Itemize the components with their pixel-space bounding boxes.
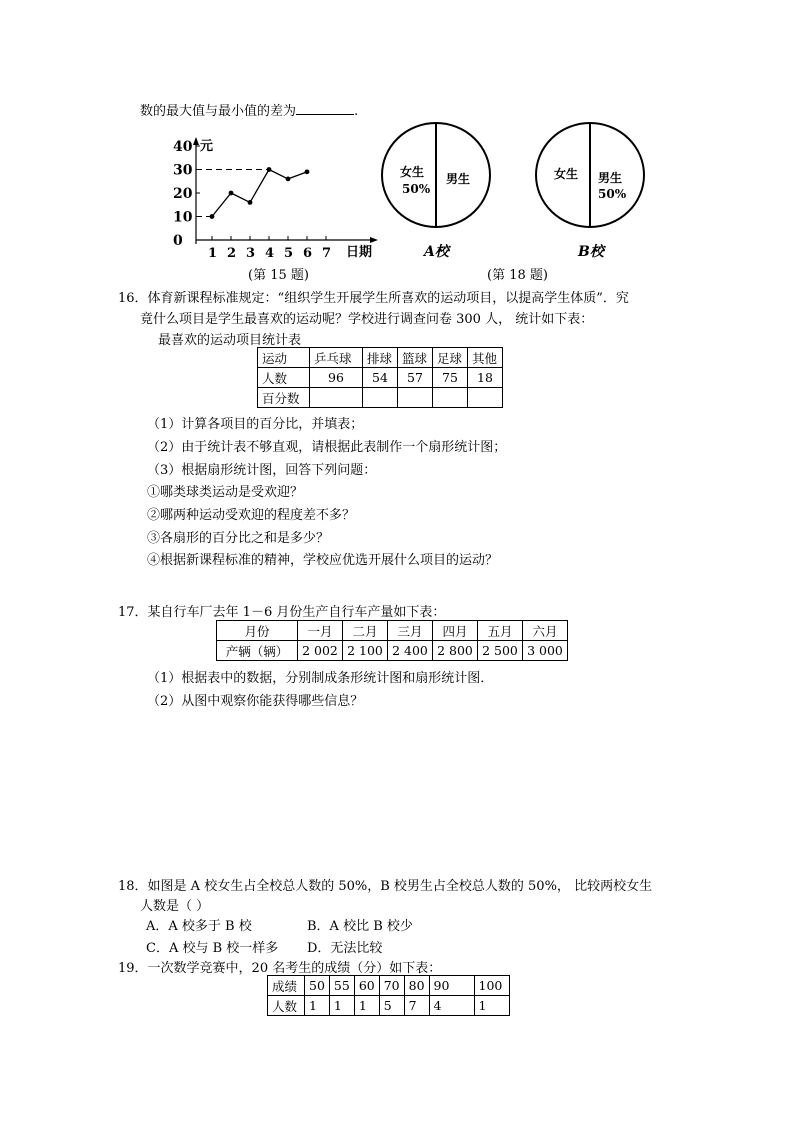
table-cell: 月份 xyxy=(217,621,298,641)
answer-blank xyxy=(296,102,354,115)
data-point xyxy=(229,191,234,196)
q17-table xyxy=(216,620,568,661)
x-tick-label: 6 xyxy=(303,246,313,260)
pie-b-school-label: B校 xyxy=(578,244,604,260)
table-cell: 运动 xyxy=(258,348,310,368)
q16-item-1: （1）计算各项目的百分比，并填表； xyxy=(147,417,364,432)
table-cell: 50 xyxy=(305,976,330,996)
x-tick-label: 5 xyxy=(284,246,294,260)
table-cell: 80 xyxy=(404,976,429,996)
table-row xyxy=(217,641,568,661)
q16-table xyxy=(257,347,503,408)
table-cell: 六月 xyxy=(523,621,568,641)
table-cell: 排球 xyxy=(363,348,398,368)
q17-line1: 17．某自行车厂去年 1－6 月份生产自行车产量如下表： xyxy=(118,605,446,620)
table-cell: 人数 xyxy=(268,996,305,1016)
q15-line-chart xyxy=(168,135,388,260)
q16-item-3: （3）根据扇形统计图，回答下列问题： xyxy=(147,463,377,478)
table-row xyxy=(268,976,510,996)
pie-a-male-label: 男生 xyxy=(446,172,471,186)
x-tick-label: 7 xyxy=(322,246,332,260)
table-cell: 2 400 xyxy=(388,641,433,661)
table-row xyxy=(258,368,503,388)
table-cell: 1 xyxy=(354,996,379,1016)
x-tick-label: 2 xyxy=(227,246,237,260)
q16-sub-3: ③各扇形的百分比之和是多少？ xyxy=(147,531,330,546)
q15-caption: (第 15 题) xyxy=(248,268,309,283)
table-cell xyxy=(363,388,398,408)
pie-a xyxy=(378,120,498,235)
y-axis-label: 元 xyxy=(200,139,214,154)
pie-b xyxy=(532,120,652,235)
y-tick-label: 20 xyxy=(173,186,193,202)
pie-a-school-label: A校 xyxy=(424,244,449,260)
table-cell: 产辆（辆） xyxy=(217,641,298,661)
q18-option-b: B．A 校比 B 校少 xyxy=(307,919,413,934)
table-row xyxy=(268,996,510,1016)
y-tick-label: 40 xyxy=(173,139,193,155)
table-cell: 75 xyxy=(433,368,468,388)
table-cell xyxy=(310,388,363,408)
table-cell: 57 xyxy=(398,368,433,388)
table-cell xyxy=(468,388,503,408)
table-cell xyxy=(398,388,433,408)
x-tick-label: 4 xyxy=(265,246,275,260)
data-point xyxy=(286,177,291,182)
table-cell: 一月 xyxy=(298,621,343,641)
x-axis-label: 日期 xyxy=(346,245,373,260)
table-cell xyxy=(433,388,468,408)
table-cell: 70 xyxy=(379,976,404,996)
x-tick-label: 3 xyxy=(246,246,256,260)
table-cell: 90 xyxy=(429,976,474,996)
table-cell: 乒乓球 xyxy=(310,348,363,368)
table-cell: 5 xyxy=(379,996,404,1016)
table-row xyxy=(217,621,568,641)
table-row xyxy=(258,348,503,368)
table-cell: 篮球 xyxy=(398,348,433,368)
table-cell: 55 xyxy=(329,976,354,996)
table-cell: 1 xyxy=(474,996,509,1016)
q18-line2: 人数是（ ） xyxy=(140,899,210,914)
q16-sub-2: ②哪两种运动受欢迎的程度差不多？ xyxy=(147,508,356,523)
q18-option-d: D．无法比较 xyxy=(307,941,383,956)
table-cell: 60 xyxy=(354,976,379,996)
table-cell: 96 xyxy=(310,368,363,388)
x-axis-arrow xyxy=(370,237,378,243)
q16-table-title: 最喜欢的运动项目统计表 xyxy=(158,333,302,348)
table-cell: 五月 xyxy=(478,621,523,641)
table-cell: 2 800 xyxy=(433,641,478,661)
pie-b-male-label: 男生 xyxy=(598,171,623,185)
table-cell: 其他 xyxy=(468,348,503,368)
table-cell: 足球 xyxy=(433,348,468,368)
q18-caption: (第 18 题) xyxy=(487,268,548,283)
y-axis-arrow xyxy=(193,137,199,145)
y-tick-label: 10 xyxy=(173,209,193,226)
pie-a-female-label: 女生 xyxy=(400,165,425,179)
q19-table xyxy=(267,975,510,1016)
table-cell: 1 xyxy=(305,996,330,1016)
table-cell: 1 xyxy=(329,996,354,1016)
pie-a-female-pct: 50% xyxy=(402,182,431,196)
q16-line2: 竟什么项目是学生最喜欢的运动呢？学校进行调查问卷 300 人， 统计如下表： xyxy=(140,312,594,327)
series-line xyxy=(212,170,307,217)
table-cell: 人数 xyxy=(258,368,310,388)
data-point xyxy=(210,214,215,219)
table-cell: 3 000 xyxy=(523,641,568,661)
table-cell: 54 xyxy=(363,368,398,388)
q16-sub-1: ①哪类球类运动是受欢迎？ xyxy=(147,485,304,500)
table-cell: 4 xyxy=(429,996,474,1016)
q19-line1: 19．一次数学竞赛中，20 名考生的成绩（分）如下表： xyxy=(118,961,442,976)
table-row xyxy=(258,388,503,408)
table-cell: 2 500 xyxy=(478,641,523,661)
table-cell: 成绩 xyxy=(268,976,305,996)
table-cell: 四月 xyxy=(433,621,478,641)
table-cell: 百分数 xyxy=(258,388,310,408)
q17-item-1: （1）根据表中的数据，分别制成条形统计图和扇形统计图． xyxy=(147,671,494,686)
data-point xyxy=(305,169,310,174)
data-point xyxy=(267,167,272,172)
x-tick-label: 1 xyxy=(208,246,218,260)
q16-sub-4: ④根据新课程标准的精神，学校应优选开展什么项目的运动？ xyxy=(147,553,499,568)
table-cell: 2 100 xyxy=(343,641,388,661)
q18-option-a: A．A 校多于 B 校 xyxy=(146,919,252,934)
table-cell: 三月 xyxy=(388,621,433,641)
q17-item-2: （2）从图中观察你能获得哪些信息？ xyxy=(147,694,364,709)
table-cell: 100 xyxy=(474,976,509,996)
q16-line1: 16．体育新课程标准规定：“组织学生开展学生所喜欢的运动项目，以提高学生体质”．究 xyxy=(118,291,629,306)
q18-option-c: C．A 校与 B 校一样多 xyxy=(146,941,279,956)
y-tick-label: 0 xyxy=(173,233,183,249)
pie-b-female-label: 女生 xyxy=(554,167,579,181)
q18-line1: 18．如图是 A 校女生占全校总人数的 50%，B 校男生占全校总人数的 50%， 比较两校女生 xyxy=(118,879,653,894)
q16-item-2: （2）由于统计表不够直观，请根据此表制作一个扇形统计图； xyxy=(147,440,507,455)
table-cell: 18 xyxy=(468,368,503,388)
table-cell: 7 xyxy=(404,996,429,1016)
table-cell: 二月 xyxy=(343,621,388,641)
q15-tail-text: 数的最大值与最小值的差为 xyxy=(140,104,297,119)
table-cell: 2 002 xyxy=(298,641,343,661)
q15-tail-line: 数的最大值与最小值的差为 . xyxy=(140,104,359,119)
y-tick-label: 30 xyxy=(173,162,193,179)
pie-b-male-pct: 50% xyxy=(598,187,627,201)
data-point xyxy=(248,200,253,205)
